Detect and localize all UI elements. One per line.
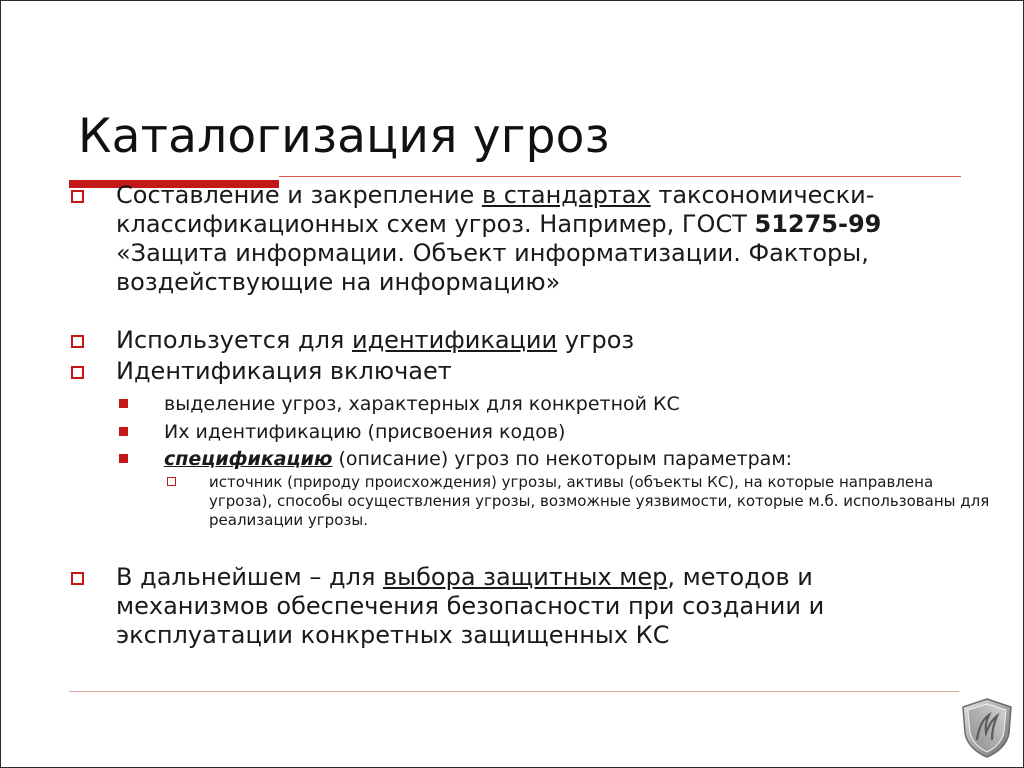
text-fragment: (описание) угроз по некоторым параметрам: bbox=[332, 448, 793, 470]
hollow-square-bullet-icon bbox=[71, 572, 84, 585]
detail-text: источник (природу происхождения) угрозы, активы (объекты КС), на которые направлена угроза), способы осуществления угрозы, возможные уязвимости, которые м.б. использованы для реализации угрозы. bbox=[209, 473, 990, 529]
filled-square-bullet-icon bbox=[119, 427, 128, 436]
slide-title: Каталогизация угроз bbox=[78, 109, 610, 164]
text-fragment: , методов и механизмов обеспечения безопасности при создании и эксплуатации конкретных защищенных КС bbox=[116, 563, 825, 649]
text-fragment: «Защита информации. Объект информатизации. Факторы, воздействующие на информацию» bbox=[116, 239, 869, 296]
hollow-square-bullet-icon bbox=[71, 190, 84, 203]
protection-measures-link[interactable]: выбора защитных мер bbox=[383, 563, 668, 591]
filled-square-bullet-icon bbox=[119, 454, 128, 463]
subitem-text: выделение угроз, характерных для конкретной КС bbox=[164, 393, 680, 415]
footer-divider-line bbox=[69, 691, 959, 692]
bullet-text bbox=[116, 181, 966, 297]
gost-number: 51275-99 bbox=[754, 210, 882, 238]
text-fragment: Составление и закрепление bbox=[116, 181, 482, 209]
text-fragment: Используется для bbox=[116, 326, 352, 354]
text-fragment: таксономически-классификационных схем угроз. Например, ГОСТ bbox=[116, 181, 875, 238]
bullet-text bbox=[116, 326, 966, 355]
shield-emblem-icon bbox=[959, 697, 1015, 759]
text-fragment: угроз bbox=[557, 326, 635, 354]
hollow-square-bullet-icon bbox=[71, 335, 84, 348]
filled-square-bullet-icon bbox=[119, 399, 128, 408]
specification-term: спецификацию bbox=[164, 448, 333, 470]
hollow-square-bullet-icon bbox=[71, 366, 84, 379]
slide-content bbox=[1, 1, 1023, 767]
hollow-square-bullet-icon bbox=[167, 477, 176, 486]
text-fragment: В дальнейшем – для bbox=[116, 563, 384, 591]
subitem-text: Их идентификацию (присвоения кодов) bbox=[164, 421, 566, 443]
standards-link[interactable]: в стандартах bbox=[481, 181, 651, 209]
bullet-text: Идентификация включает bbox=[116, 357, 452, 385]
subitem-text bbox=[164, 447, 964, 471]
bullet-text bbox=[116, 563, 966, 650]
identification-link[interactable]: идентификации bbox=[351, 326, 558, 354]
